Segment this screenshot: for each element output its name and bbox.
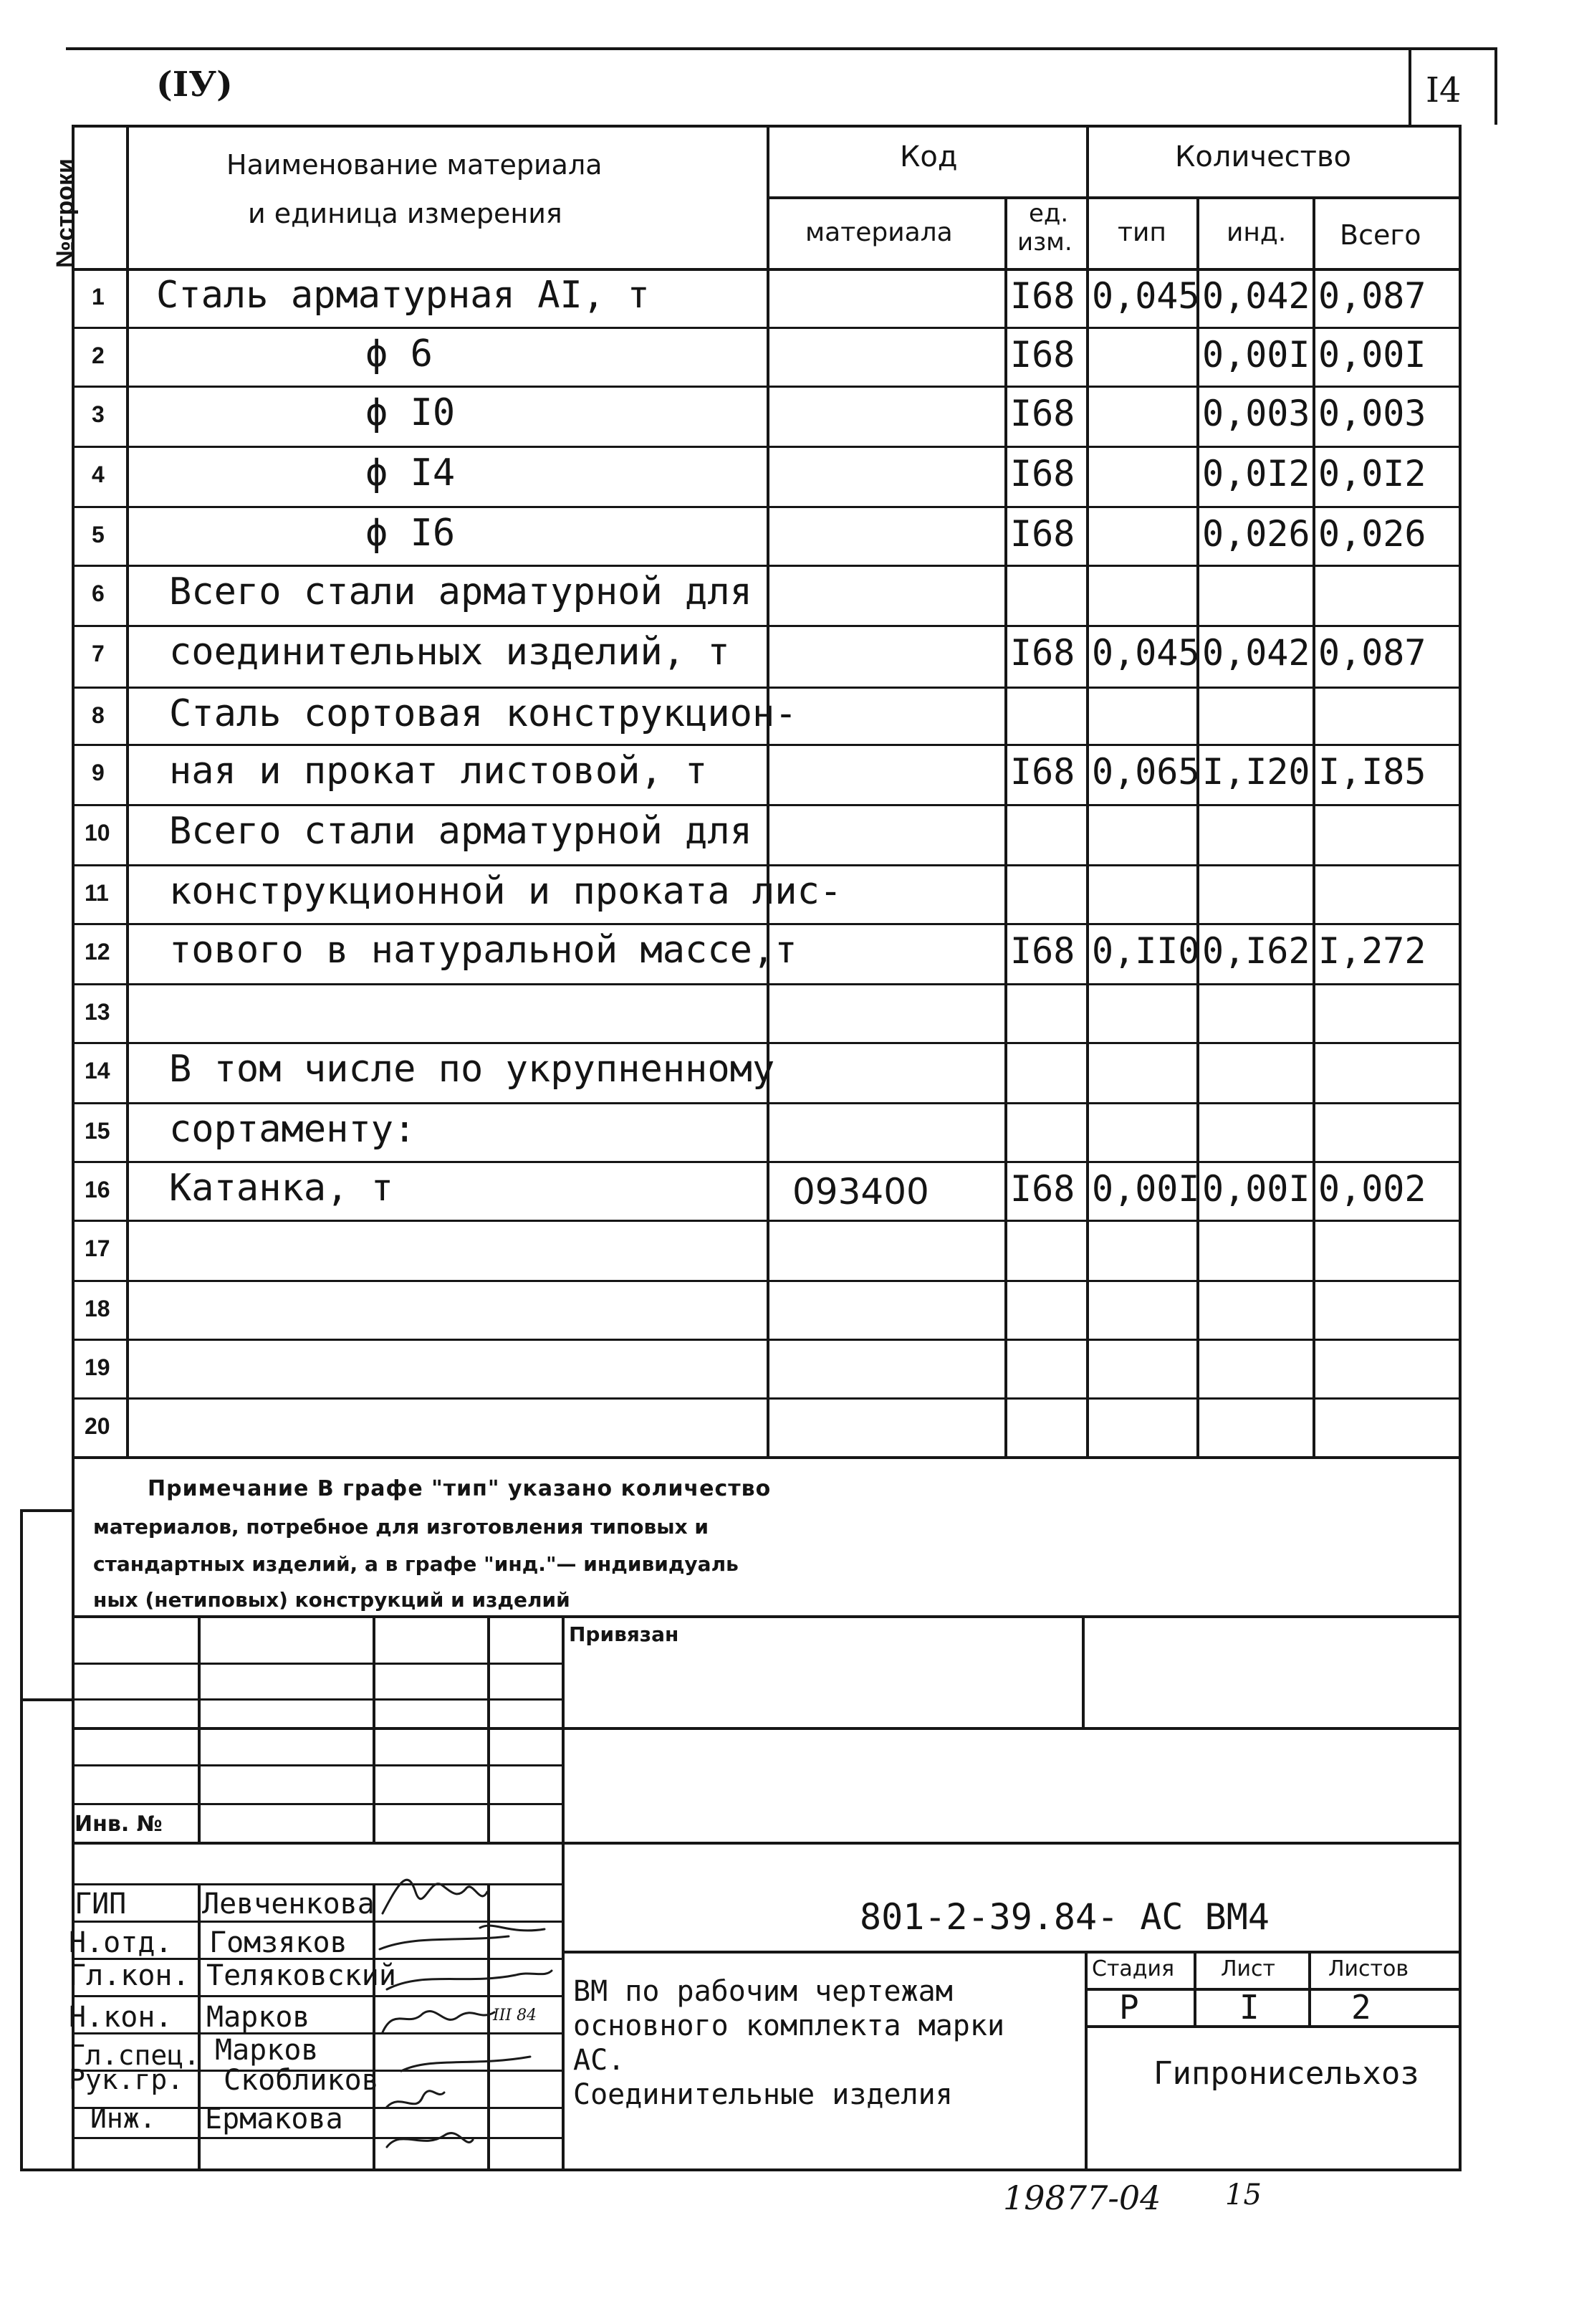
column-header-total: Всего bbox=[1340, 219, 1421, 251]
column-header-ind: инд. bbox=[1227, 218, 1287, 247]
unit-code: I68 bbox=[1010, 393, 1075, 434]
quantity-total: 0,002 bbox=[1318, 1168, 1426, 1210]
quantity-total: I,I85 bbox=[1318, 751, 1426, 793]
sheets-label: Листов bbox=[1328, 1956, 1409, 1981]
quantity-ind: 0,00I bbox=[1202, 1168, 1310, 1210]
name-n-kon: Марков bbox=[206, 2001, 310, 2034]
row-number: 12 bbox=[85, 939, 110, 965]
column-header-code: Код bbox=[900, 140, 958, 173]
material-name: ная и прокат листовой, т bbox=[169, 750, 708, 793]
material-name: Всего стали арматурной для bbox=[169, 810, 752, 853]
name-ruk-gr: Скобликов bbox=[224, 2064, 379, 2097]
quantity-total: 0,087 bbox=[1318, 275, 1426, 317]
name-inzh: Ермакова bbox=[205, 2103, 343, 2136]
quantity-total: 0,00I bbox=[1318, 334, 1426, 376]
row-number: 2 bbox=[92, 343, 105, 368]
row-number: 20 bbox=[85, 1413, 110, 1439]
top-rule bbox=[66, 47, 1496, 50]
row-number: 15 bbox=[85, 1118, 110, 1144]
unit-code: I68 bbox=[1010, 334, 1075, 376]
role-n-otd: Н.отд. bbox=[69, 1926, 173, 1959]
sheet-value: I bbox=[1239, 1988, 1259, 2027]
column-header-name-line1: Наименование материала bbox=[226, 149, 603, 181]
quantity-ind: 0,042 bbox=[1202, 632, 1310, 674]
quantity-ind: 0,00I bbox=[1202, 334, 1310, 376]
column-header-row-no: №строки bbox=[52, 158, 79, 268]
row-number: 13 bbox=[85, 999, 110, 1025]
title-line-3: АС. bbox=[573, 2044, 625, 2077]
row-number: 8 bbox=[92, 702, 105, 728]
material-name: Катанка, т bbox=[169, 1167, 394, 1210]
note-line-4: ных (нетиповых) конструкций и изделий bbox=[93, 1588, 570, 1612]
note-line-1: Примечание В графе "тип" указано количество bbox=[148, 1476, 772, 1501]
note-frame-right bbox=[1459, 1456, 1462, 1615]
quantity-ind: I,I20 bbox=[1202, 751, 1310, 793]
footer-page: 15 bbox=[1225, 2179, 1262, 2211]
row-number: 17 bbox=[85, 1235, 110, 1261]
role-inzh: Инж. bbox=[90, 2103, 156, 2134]
role-gl-spec: Гл.спец. bbox=[69, 2040, 201, 2071]
row-number: 10 bbox=[85, 820, 110, 846]
role-ruk-gr: Рук.гр. bbox=[69, 2064, 184, 2095]
row-number: 9 bbox=[92, 760, 105, 785]
top-left-label: (IУ) bbox=[156, 64, 233, 105]
unit-code: I68 bbox=[1010, 930, 1075, 972]
document-code: 801-2-39.84- АС ВМ4 bbox=[860, 1896, 1270, 1938]
quantity-total: 0,0I2 bbox=[1318, 453, 1426, 494]
role-gip: ГИП bbox=[75, 1888, 127, 1921]
material-name: В том числе по укрупненному bbox=[169, 1048, 775, 1091]
unit-code: I68 bbox=[1010, 632, 1075, 674]
role-gl-kon: Гл.кон. bbox=[69, 1959, 190, 1992]
organization: Гипронисельхоз bbox=[1153, 2055, 1419, 2092]
unit-code: I68 bbox=[1010, 275, 1075, 317]
row-number: 5 bbox=[92, 522, 105, 547]
role-n-kon: Н.кон. bbox=[69, 2001, 173, 2034]
sheet-label: Лист bbox=[1221, 1956, 1276, 1981]
page-number: I4 bbox=[1426, 70, 1462, 110]
column-header-quantity: Количество bbox=[1175, 140, 1352, 173]
column-header-material: материала bbox=[805, 218, 953, 247]
row-number: 7 bbox=[92, 641, 105, 666]
material-name: ϕ 6 bbox=[365, 333, 433, 376]
material-name: ϕ I0 bbox=[365, 391, 456, 434]
sheets-value: 2 bbox=[1351, 1988, 1371, 2027]
material-name: Сталь сортовая конструкцион- bbox=[169, 692, 797, 735]
quantity-ind: 0,0I2 bbox=[1202, 453, 1310, 494]
name-n-otd: Гомзяков bbox=[209, 1926, 347, 1959]
row-number: 6 bbox=[92, 580, 105, 606]
quantity-total: 0,087 bbox=[1318, 632, 1426, 674]
row-number: 3 bbox=[92, 401, 105, 427]
name-gip: Левченкова bbox=[202, 1888, 375, 1921]
title-line-4: Соединительные изделия bbox=[573, 2078, 953, 2111]
row-number: 1 bbox=[92, 284, 105, 310]
row-number: 4 bbox=[92, 462, 105, 487]
row-number: 18 bbox=[85, 1296, 110, 1321]
material-name: конструкционной и проката лис- bbox=[169, 870, 843, 913]
page-number-box-left bbox=[1409, 47, 1411, 125]
row-number: 14 bbox=[85, 1058, 110, 1084]
quantity-tip: 0,00I bbox=[1092, 1168, 1200, 1210]
column-header-unit-line1: ед. bbox=[1029, 199, 1069, 228]
material-name: соединительных изделий, т bbox=[169, 631, 730, 674]
quantity-ind: 0,026 bbox=[1202, 513, 1310, 555]
quantity-ind: 0,003 bbox=[1202, 393, 1310, 434]
column-header-name-line2: и единица измерения bbox=[248, 198, 562, 229]
material-name: ϕ I6 bbox=[365, 512, 456, 555]
material-name: тового в натуральной массе,т bbox=[169, 929, 797, 972]
title-line-1: ВМ по рабочим чертежам bbox=[573, 1975, 953, 2008]
material-code: 093400 bbox=[792, 1171, 929, 1213]
quantity-tip: 0,045 bbox=[1092, 275, 1200, 317]
row-number: 16 bbox=[85, 1177, 110, 1202]
quantity-total: 0,003 bbox=[1318, 393, 1426, 434]
note-frame-left bbox=[72, 1456, 75, 1615]
unit-code: I68 bbox=[1010, 453, 1075, 494]
stage-value: Р bbox=[1119, 1988, 1139, 2027]
name-gl-spec: Марков bbox=[215, 2034, 319, 2067]
stage-label: Стадия bbox=[1092, 1956, 1175, 1981]
quantity-tip: 0,045 bbox=[1092, 632, 1200, 674]
note-line-3: стандартных изделий, а в графе "инд."— индивидуаль bbox=[93, 1552, 739, 1576]
material-name: Сталь арматурная AI, т bbox=[156, 274, 650, 317]
unit-code: I68 bbox=[1010, 513, 1075, 555]
quantity-total: I,272 bbox=[1318, 930, 1426, 972]
row-number: 19 bbox=[85, 1354, 110, 1380]
page-number-box-right bbox=[1494, 47, 1497, 125]
material-name: ϕ I4 bbox=[365, 451, 456, 494]
quantity-tip: 0,065 bbox=[1092, 751, 1200, 793]
note-line-2: материалов, потребное для изготовления типовых и bbox=[93, 1515, 709, 1539]
column-header-unit-line2: изм. bbox=[1017, 228, 1073, 257]
material-name: сортаменту: bbox=[169, 1108, 416, 1151]
column-header-tip: тип bbox=[1118, 218, 1166, 247]
quantity-ind: 0,I62 bbox=[1202, 930, 1310, 972]
sign-date: III 84 bbox=[493, 2007, 537, 2024]
row-number: 11 bbox=[85, 880, 109, 906]
material-name: Всего стали арматурной для bbox=[169, 570, 752, 613]
quantity-ind: 0,042 bbox=[1202, 275, 1310, 317]
unit-code: I68 bbox=[1010, 1168, 1075, 1210]
quantity-tip: 0,II0 bbox=[1092, 930, 1200, 972]
quantity-total: 0,026 bbox=[1318, 513, 1426, 555]
name-gl-kon: Теляковский bbox=[206, 1959, 396, 1992]
archive-number: 19877-04 bbox=[1003, 2179, 1161, 2217]
inv-no-label: Инв. № bbox=[75, 1812, 163, 1837]
title-line-2: основного комплекта марки bbox=[573, 2009, 1005, 2042]
unit-code: I68 bbox=[1010, 751, 1075, 793]
privyazan-label: Привязан bbox=[569, 1622, 679, 1646]
